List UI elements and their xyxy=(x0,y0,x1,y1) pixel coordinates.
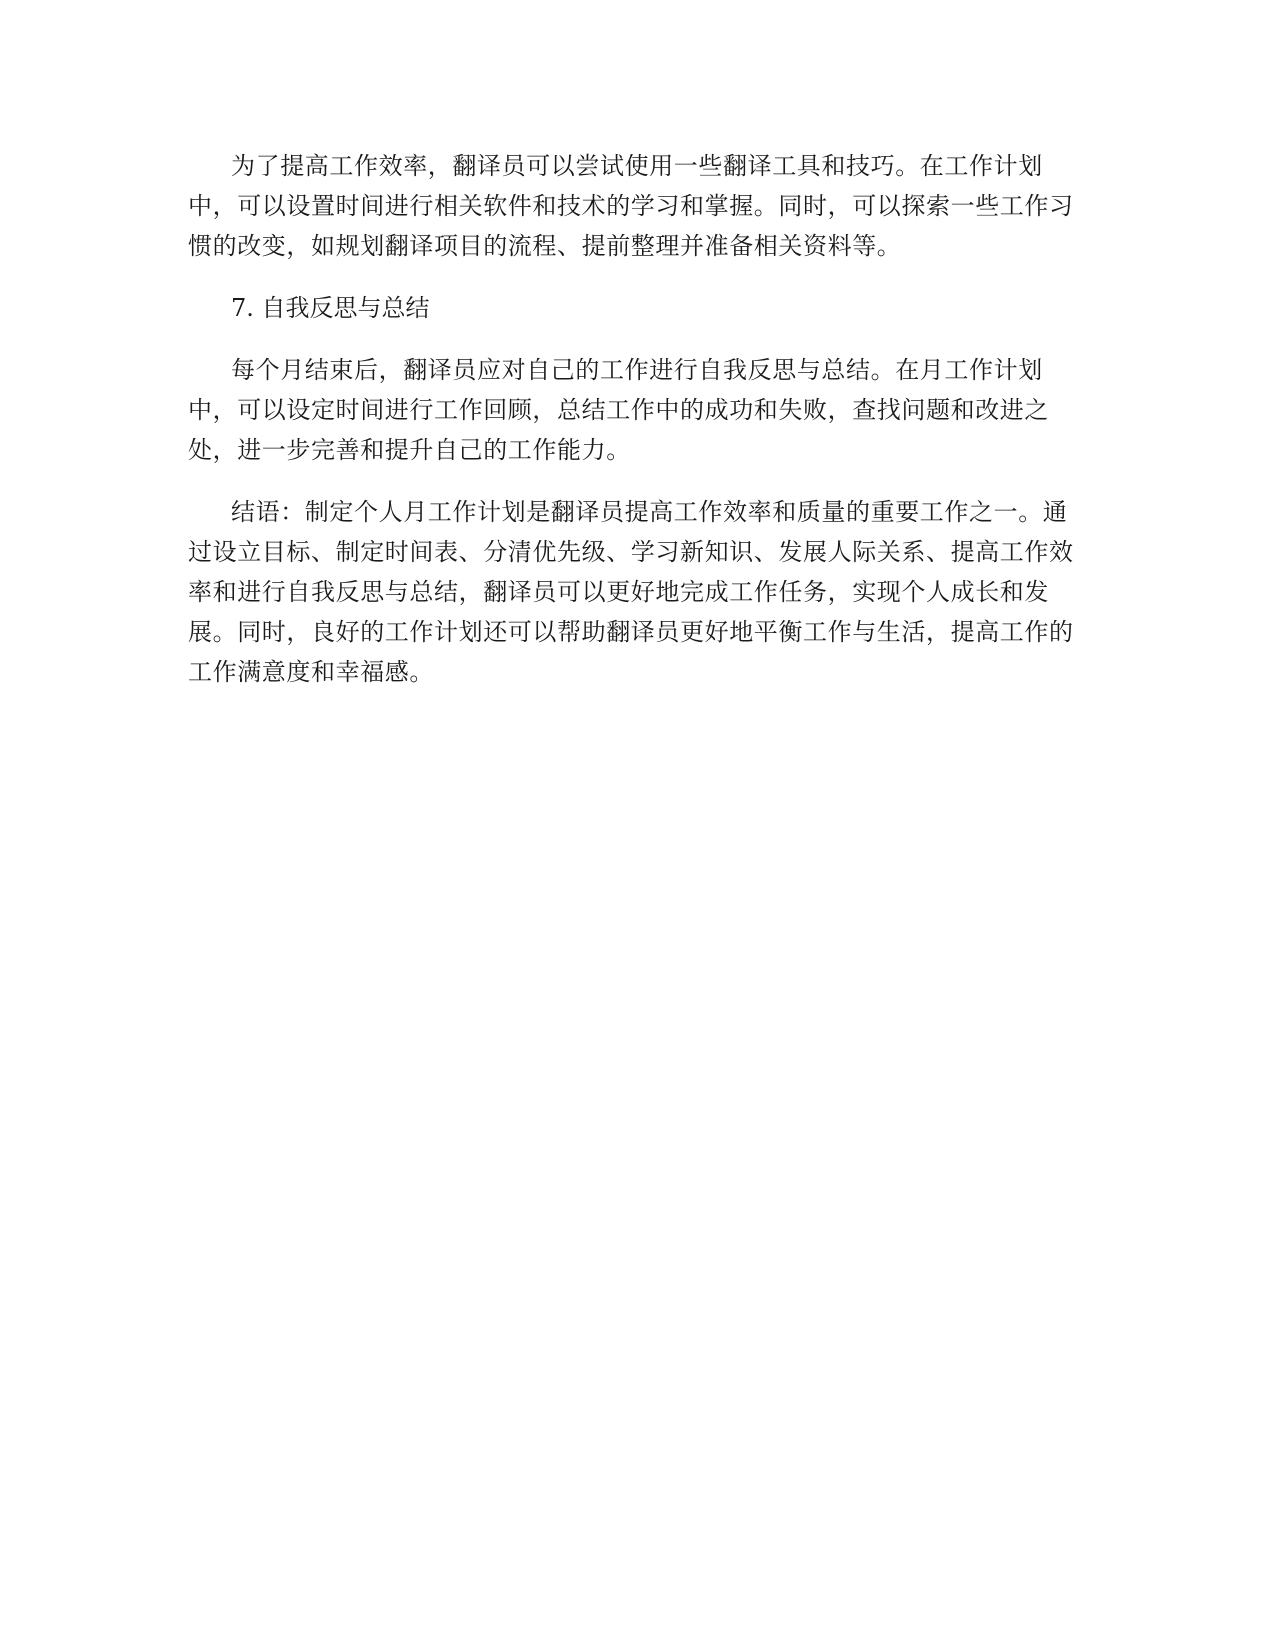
document-body xyxy=(188,146,1088,692)
paragraph-gap xyxy=(188,328,1088,350)
paragraph-efficiency-tools: 为了提高工作效率，翻译员可以尝试使用一些翻译工具和技巧。在工作计划中，可以设置时间进行相关软件和技术的学习和掌握。同时，可以探索一些工作习惯的改变，如规划翻译项目的流程、提前整理并准备相关资料等。 xyxy=(188,152,1074,260)
paragraph-conclusion: 结语：制定个人月工作计划是翻译员提高工作效率和质量的重要工作之一。通过设立目标、制定时间表、分清优先级、学习新知识、发展人际关系、提高工作效率和进行自我反思与总结，翻译员可以更好地完成工作任务，实现个人成长和发展。同时，良好的工作计划还可以帮助翻译员更好地平衡工作与生活，提高工作的工作满意度和幸福感。 xyxy=(188,498,1074,686)
paragraph-gap xyxy=(188,266,1088,288)
paragraph-monthly-review: 每个月结束后，翻译员应对自己的工作进行自我反思与总结。在月工作计划中，可以设定时间进行工作回顾，总结工作中的成功和失败，查找问题和改进之处，进一步完善和提升自己的工作能力。 xyxy=(188,356,1049,464)
paragraph-gap xyxy=(188,470,1088,492)
section-heading-self-reflection: 7. 自我反思与总结 xyxy=(231,294,430,322)
